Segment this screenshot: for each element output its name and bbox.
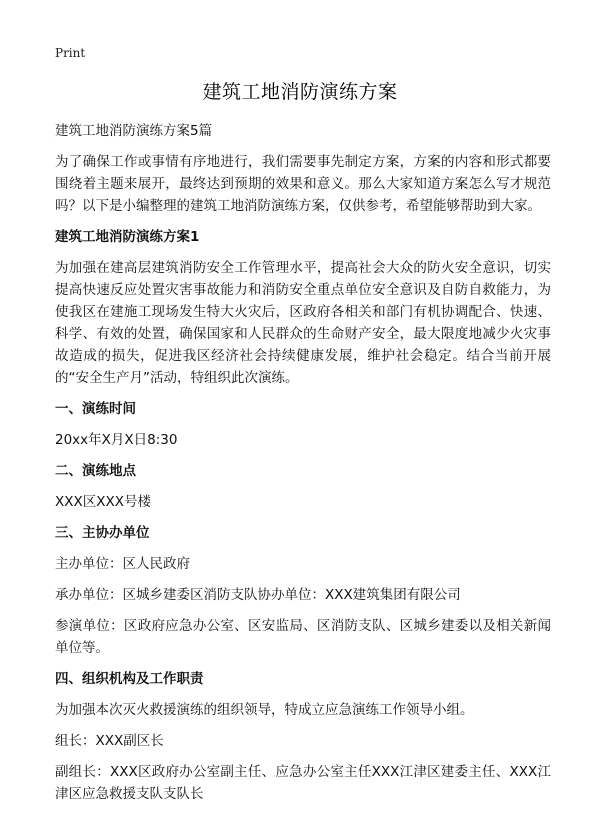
intro-paragraph: 为了确保工作或事情有序地进行，我们需要事先制定方案，方案的内容和形式都要围绕着主题来展开，最终达到预期的效果和意义。那么大家知道方案怎么写才规范吗？以下是小编整理的建筑工地消防演练方案，仅供参考，希望能够帮助到大家。 xyxy=(55,154,551,214)
participant-units: 参演单位：区政府应急办公室、区安监局、区消防支队、区城乡建委以及相关新闻单位等。 xyxy=(55,618,551,656)
page-title: 建筑工地消防演练方案 xyxy=(202,81,398,103)
organization-intro: 为加强本次灭火救援演练的组织领导，特成立应急演练工作领导小组。 xyxy=(55,702,474,718)
article-body xyxy=(55,120,551,814)
heading-drill-place: 二、演练地点 xyxy=(55,463,136,479)
deputy-group-leader: 副组长：XXX区政府办公室副主任、应急办公室主任XXX江津区建委主任、XXX江津区应急救援支队支队长 xyxy=(55,764,551,802)
section-paragraph: 为加强在建高层建筑消防安全工作管理水平，提高社会大众的防火安全意识，切实提高快速反应处置灾害事故能力和消防安全重点单位安全意识及自防自救能力，为使我区在建施工现场发生特大火灾后，区政府各相关和部门有机协调配合、快速、科学、有效的处置，确保国家和人民群众的生命财产安全，最大限度地减少火灾事故造成的损失，促进我区经济社会持续健康发展，维护社会稳定。结合当前开展的“安全生产月”活动，特组织此次演练。 xyxy=(55,260,551,386)
heading-drill-time: 一、演练时间 xyxy=(55,401,136,417)
article-subtitle: 建筑工地消防演练方案5篇 xyxy=(55,123,213,139)
host-unit: 主办单位：区人民政府 xyxy=(55,556,190,572)
drill-place-value: XXX区XXX号楼 xyxy=(55,494,151,510)
heading-organization: 四、组织机构及工作职责 xyxy=(55,671,204,687)
drill-time-value: 20xx年X月X日8:30 xyxy=(55,432,178,448)
section-heading: 建筑工地消防演练方案1 xyxy=(55,229,200,245)
heading-units: 三、主协办单位 xyxy=(55,525,150,541)
group-leader: 组长：XXX副区长 xyxy=(55,733,164,749)
print-link[interactable]: Print xyxy=(55,46,86,60)
organizer-unit: 承办单位：区城乡建委区消防支队协办单位：XXX建筑集团有限公司 xyxy=(55,587,461,603)
